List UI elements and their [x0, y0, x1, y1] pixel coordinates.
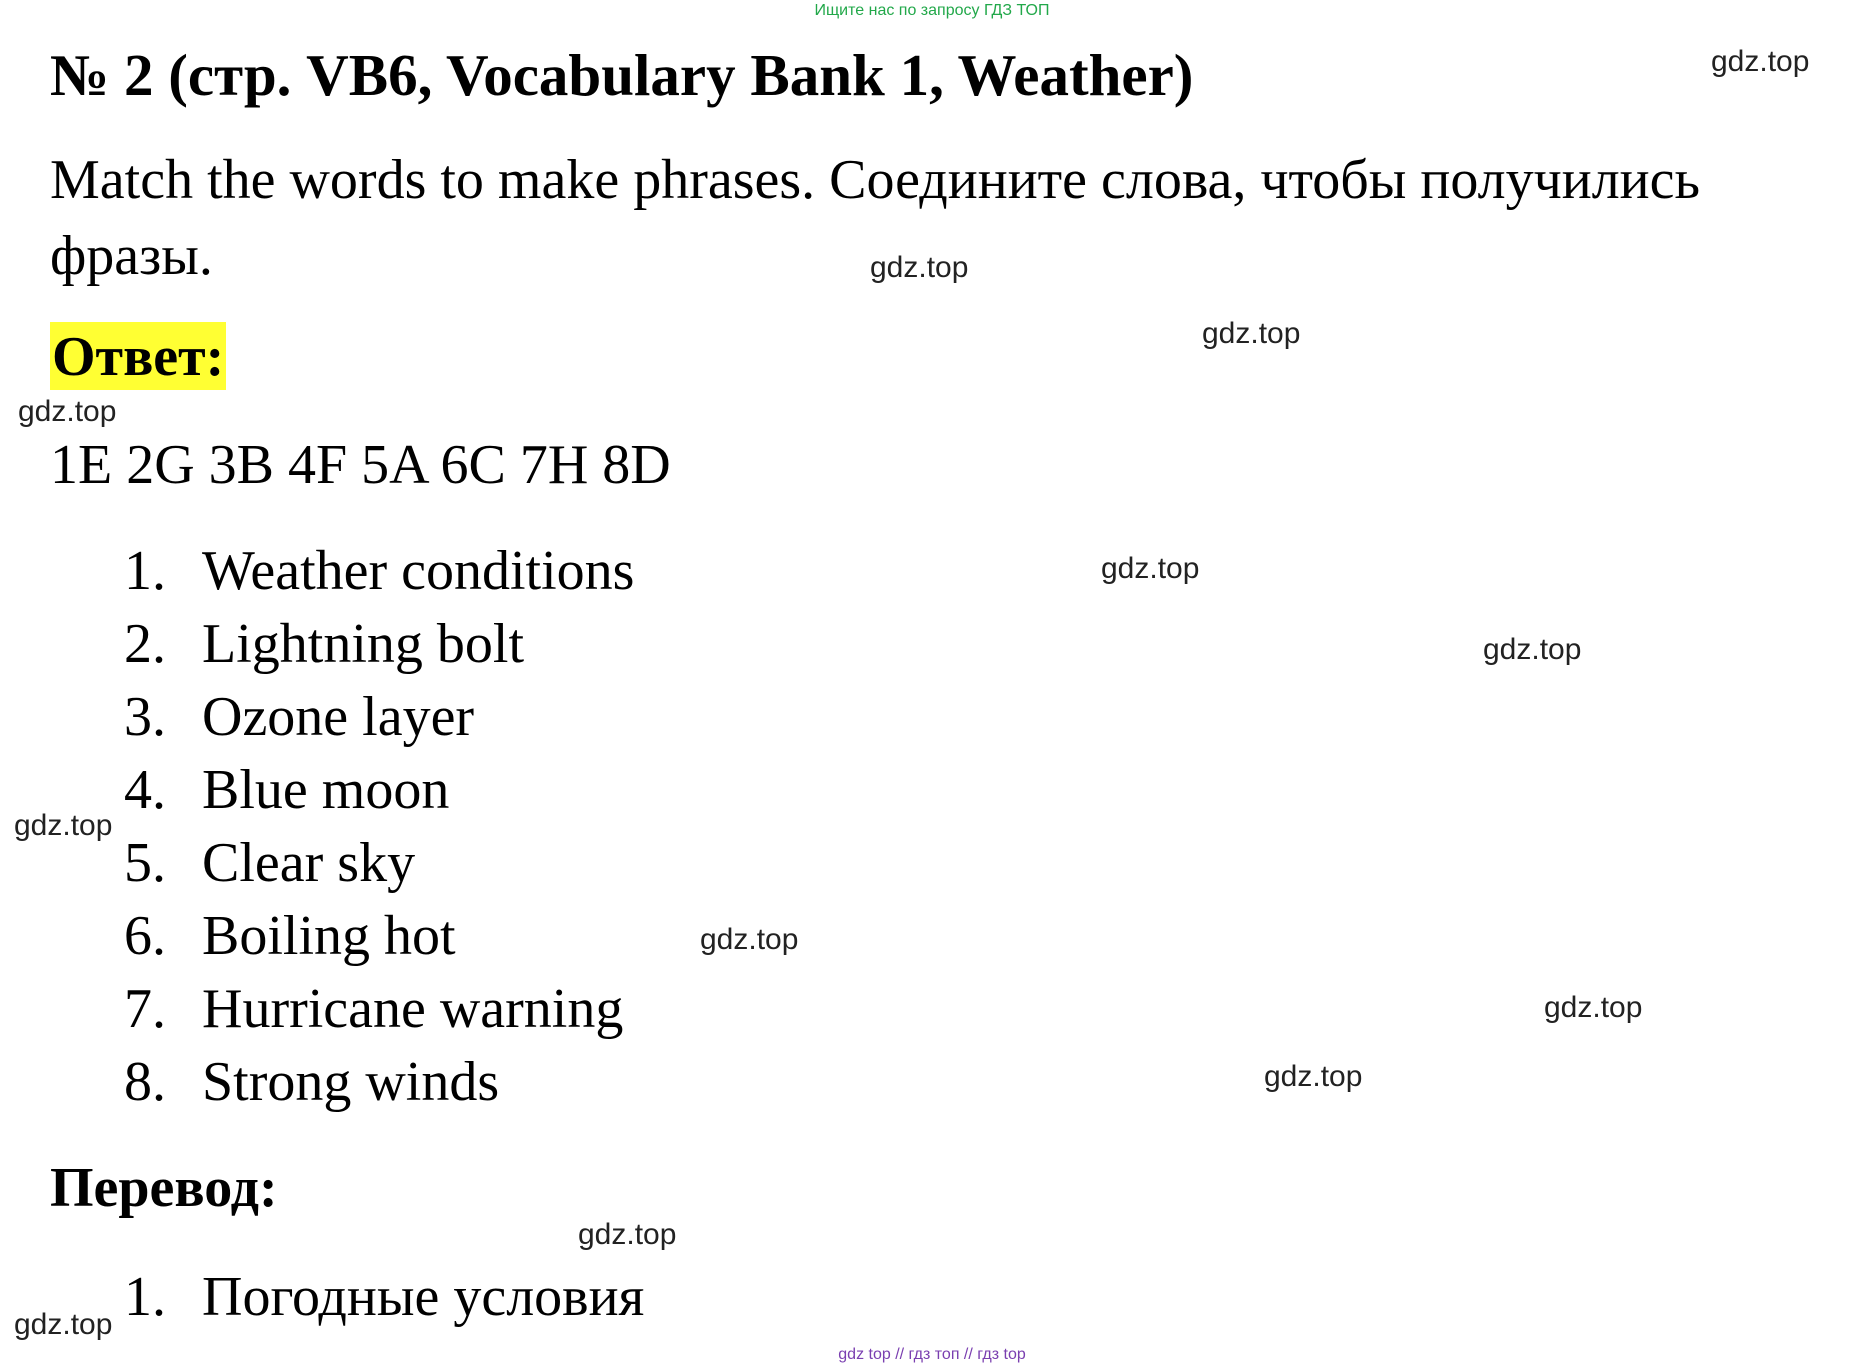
translation-heading: Перевод: — [50, 1157, 278, 1219]
watermark: gdz.top — [1202, 317, 1301, 350]
item-number: 1. — [124, 540, 166, 602]
instruction-text: Match the words to make phrases. Соедините слова, чтобы получились фразы. — [50, 149, 1701, 287]
watermark: gdz.top — [578, 1218, 677, 1251]
watermark: gdz.top — [700, 923, 799, 956]
list-item — [124, 827, 634, 900]
exercise-title: № 2 (стр. VB6, Vocabulary Bank 1, Weather) — [50, 42, 1194, 108]
list-item — [124, 1261, 644, 1334]
item-text: Blue moon — [202, 759, 450, 821]
watermark: gdz.top — [1264, 1060, 1363, 1093]
top-banner-link[interactable]: Ищите нас по запросу ГДЗ ТОП — [814, 2, 1050, 19]
translation-list — [124, 1261, 644, 1334]
list-item — [124, 973, 634, 1046]
watermark: gdz.top — [14, 1308, 113, 1341]
item-number: 5. — [124, 832, 166, 894]
item-number: 6. — [124, 905, 166, 967]
watermark: gdz.top — [14, 809, 113, 842]
footer-links[interactable]: gdz top // гдз топ // гдз top — [838, 1346, 1026, 1363]
list-item — [124, 900, 634, 973]
watermark: gdz.top — [1483, 633, 1582, 666]
list-item — [124, 681, 634, 754]
item-text: Boiling hot — [202, 905, 456, 967]
answer-heading: Ответ: — [50, 322, 226, 390]
item-text: Strong winds — [202, 1051, 500, 1113]
list-item — [124, 754, 634, 827]
item-text: Weather conditions — [202, 540, 635, 602]
list-item — [124, 535, 634, 608]
item-text: Погодные условия — [202, 1266, 645, 1328]
watermark: gdz.top — [1544, 991, 1643, 1024]
item-number: 2. — [124, 613, 166, 675]
answer-text: 1E 2G 3B 4F 5A 6C 7H 8D — [50, 434, 671, 496]
phrase-list — [124, 535, 634, 1119]
list-item — [124, 1046, 634, 1119]
item-number: 1. — [124, 1266, 166, 1328]
item-text: Ozone layer — [202, 686, 475, 748]
list-item — [124, 608, 634, 681]
item-number: 3. — [124, 686, 166, 748]
item-number: 7. — [124, 978, 166, 1040]
watermark: gdz.top — [870, 251, 969, 284]
item-number: 8. — [124, 1051, 166, 1113]
item-text: Clear sky — [202, 832, 416, 894]
item-text: Lightning bolt — [202, 613, 524, 675]
item-number: 4. — [124, 759, 166, 821]
watermark: gdz.top — [1101, 552, 1200, 585]
item-text: Hurricane warning — [202, 978, 624, 1040]
watermark: gdz.top — [1711, 45, 1810, 78]
watermark: gdz.top — [18, 395, 117, 428]
